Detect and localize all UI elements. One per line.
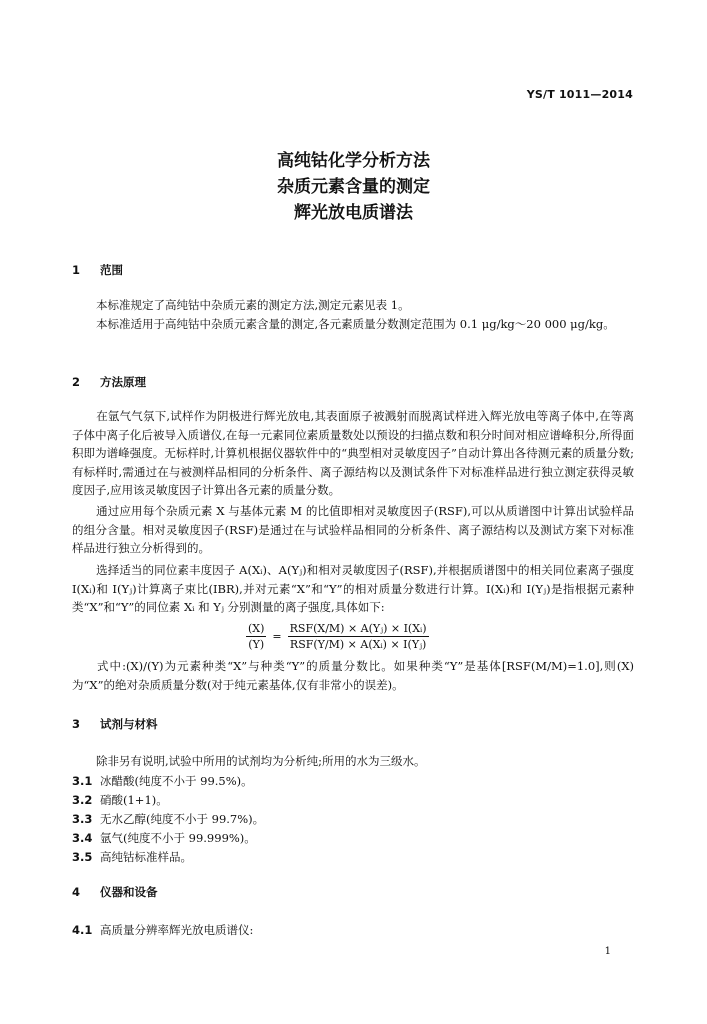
document-title [0, 148, 707, 226]
section-1-paragraph-2: 本标准适用于高纯钴中杂质元素含量的测定,各元素质量分数测定范围为 0.1 μg/kg～20 000 μg/kg。 [96, 317, 615, 331]
formula-lhs: $\frac{(X)}{(Y)}$ [248, 622, 265, 651]
section-number: 3 [72, 717, 81, 731]
section-3-paragraph-1: 除非另有说明,试验中所用的试剂均为分析纯;所用的水为三级水。 [96, 754, 426, 768]
section-2-paragraph-2: 通过应用每个杂质元素 X 与基体元素 M 的比值即相对灵敏度因子(RSF),可以从质谱图中计算出试验样品的组分含量。相对灵敏度因子(RSF)是通过在与试验样品相同的分析条件、离子源结构以及测试方案下对标准样品进行独立分析得到的。 [72, 504, 634, 556]
section-number: 2 [72, 375, 81, 389]
list-item: 3.4 氩气(纯度不小于 99.999%)。 [72, 831, 256, 845]
formula-mass-fraction-ratio: $\frac{(X)}{(Y)}$ = $\frac{\text{RSF(X/M) × A(Yⱼ) × I(Xᵢ)}}{\text{RSF(Y/M) × A(Xᵢ) × I(Yⱼ)}}$ [248, 622, 427, 651]
section-number: 1 [72, 263, 81, 277]
section-1-paragraph-1: 本标准规定了高纯钴中杂质元素的测定方法,测定元素见表 1。 [96, 298, 410, 312]
section-3-heading [72, 716, 158, 732]
section-title: 试剂与材料 [100, 717, 158, 731]
section-title: 范围 [100, 263, 123, 277]
section-2-heading [72, 374, 146, 390]
list-item: 3.2 硝酸(1+1)。 [72, 793, 168, 807]
list-item: 3.5 高纯钴标准样品。 [72, 850, 192, 864]
page-number: 1 [604, 946, 611, 957]
section-2-paragraph-1: 在氩气气氛下,试样作为阴极进行辉光放电,其表面原子被溅射而脱离试样进入辉光放电等离子体中,在等离子体中离子化后被导入质谱仪,在每一元素同位素质量数处以预设的扫描点数和积分时间对相应谱峰积分,所得面积即为谱峰强度。无标样时,计算机根据仪器软件中的“典型相对灵敏度因子”自动计算出各待测元素的质量分数;有标样时,需通过在与被测样品相同的分析条件、离子源结构以及测试条件下对标准样品进行独立测定获得灵敏度因子,应用该灵敏度因子计算出各元素的质量分数。 [72, 409, 634, 498]
title-line-2: 杂质元素含量的测定 [277, 177, 430, 197]
standard-code: YS/T 1011—2014 [526, 88, 633, 101]
section-2-paragraph-3: 选择适当的同位素丰度因子 A(Xᵢ)、A(Yⱼ)和相对灵敏度因子(RSF),并根据质谱图中的相关同位素离子强度 I(Xᵢ)和 I(Yⱼ)计算离子束比(IBR),并对元素“X”和“Y”的相对质量分数进行计算。I(Xᵢ)和 I(Yⱼ)是指根据元素种类“X”和“Y”的同位素 Xᵢ 和 Yⱼ 分别测量的离子强度,具体如下: [72, 563, 634, 615]
list-item: 3.3 无水乙醇(纯度不小于 99.7%)。 [72, 812, 265, 826]
list-item: 3.1 冰醋酸(纯度不小于 99.5%)。 [72, 774, 253, 788]
section-title: 方法原理 [100, 375, 146, 389]
section-1-heading [72, 262, 123, 278]
title-line-3: 辉光放电质谱法 [294, 203, 413, 223]
formula-rhs: $\frac{\text{RSF(X/M) × A(Yⱼ) × I(Xᵢ)}}{\text{RSF(Y/M) × A(Xᵢ) × I(Yⱼ)}}$ [289, 622, 427, 651]
section-4-heading [72, 884, 158, 900]
section-2-paragraph-4: 式中:(X)/(Y)为元素种类“X”与种类“Y”的质量分数比。如果种类“Y”是基体[RSF(M/M)=1.0],则(X)为“X”的绝对杂质质量分数(对于纯元素基体,仅有非常小的误差)。 [72, 659, 634, 692]
section-title: 仪器和设备 [100, 885, 158, 899]
list-item: 4.1 高质量分辨率辉光放电质谱仪: [72, 923, 254, 937]
title-line-1: 高纯钴化学分析方法 [277, 151, 430, 171]
section-number: 4 [72, 885, 81, 899]
